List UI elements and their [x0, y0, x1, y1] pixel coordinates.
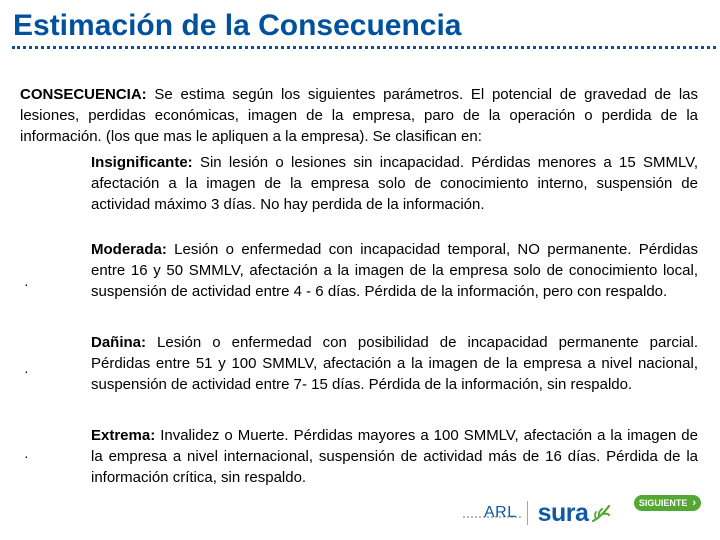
logo-sura-text: sura [537, 499, 589, 527]
intro-text: Se estima según los siguientes parámetros. El potencial de gravedad de las lesiones, perdidas económicas, imagen de la empresa, paro de la operación o perdida de la información. (los que mas le apliquen a la empresa). Se clasifican en: [20, 86, 698, 145]
item-text: Sin lesión o lesiones sin incapacidad. Pérdidas menores a 15 SMMLV, afectación a la imagen de la empresa solo de conocimiento interno, suspensión de actividad máximo 3 días. No hay perdida de la información. [91, 154, 698, 213]
list-item-insignificante [91, 152, 698, 215]
item-label: Moderada: [91, 241, 167, 258]
bullet-marker: · [24, 276, 29, 292]
list-item-extrema [91, 425, 698, 488]
item-label: Dañina: [91, 334, 147, 351]
arl-sura-logo [484, 501, 612, 525]
next-button[interactable] [634, 495, 701, 511]
sura-leaf-icon [590, 503, 612, 523]
intro-label: CONSECUENCIA: [20, 86, 147, 103]
chevron-right-icon: › [692, 497, 697, 509]
item-label: Extrema: [91, 427, 156, 444]
item-label: Insignificante: [91, 154, 193, 171]
list-item-danina [91, 332, 698, 395]
next-button-label: SIGUIENTE [638, 498, 688, 508]
item-text: Lesión o enfermedad con incapacidad temporal, NO permanente. Pérdidas entre 16 y 50 SMMLV, afectación a la imagen de la empresa solo de conocimiento local, suspensión de actividad entre 4 - 6 días. Pérdida de la información, pero con respaldo. [91, 241, 698, 300]
bullet-marker: · [24, 448, 29, 464]
logo-separator [527, 501, 528, 525]
page-title: Estimación de la Consecuencia [13, 9, 462, 42]
item-text: Invalidez o Muerte. Pérdidas mayores a 100 SMMLV, afectación a la imagen de la empresa a nivel internacional, suspensión de actividad más de 16 días. Pérdida de la información crítica, sin respaldo. [91, 427, 698, 486]
bullet-marker: · [24, 363, 29, 379]
logo-arl-text: ARL [484, 504, 517, 521]
intro-paragraph [20, 84, 698, 147]
item-text: Lesión o enfermedad con posibilidad de incapacidad permanente parcial. Pérdidas entre 51 y 100 SMMLV, afectación a la imagen de la empresa a nivel nacional, suspensión de actividad entre 7- 15 días. Pérdida de la información, sin respaldo. [91, 334, 698, 393]
list-item-moderada [91, 239, 698, 302]
title-divider [12, 46, 716, 49]
